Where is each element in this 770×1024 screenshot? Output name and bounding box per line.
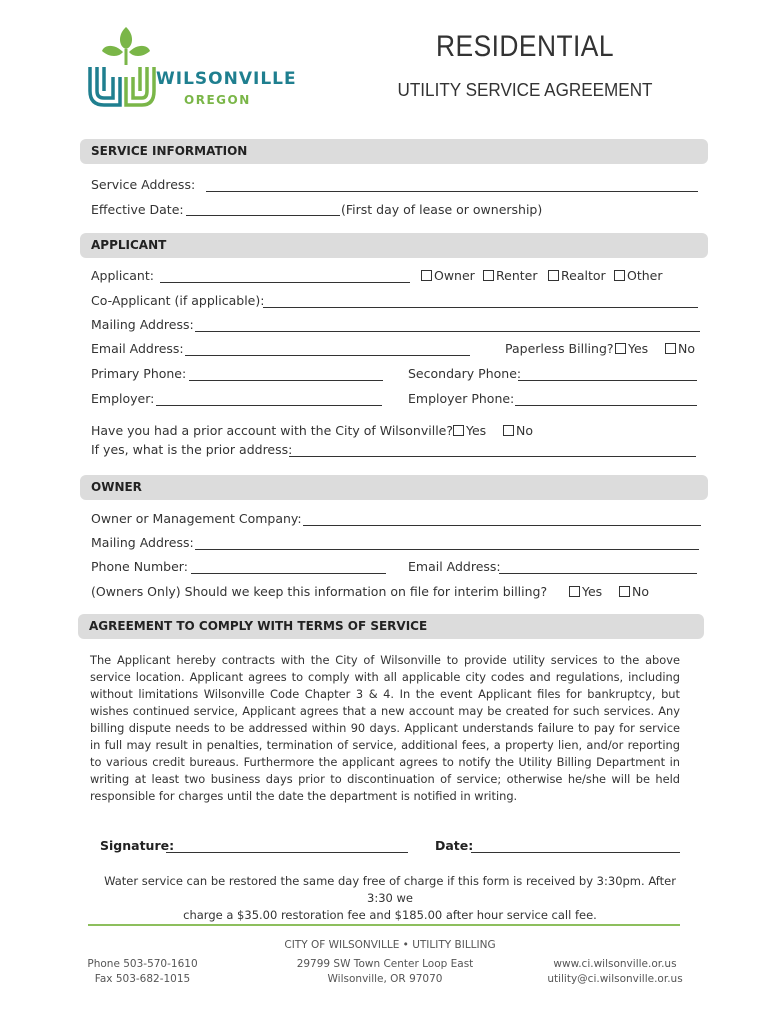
section-bar-agreement xyxy=(78,614,704,639)
city-logo xyxy=(86,25,296,115)
employer-field[interactable] xyxy=(156,405,382,406)
note-line: Water service can be restored the same day free of charge if this form is received by 3:30pm. After 3:30 we xyxy=(104,874,676,905)
logo-wordmark: WILSONVILLE xyxy=(156,69,297,89)
signature-field[interactable] xyxy=(166,852,408,853)
section-heading: SERVICE INFORMATION xyxy=(91,144,248,158)
primary-phone-label: Primary Phone: xyxy=(91,366,187,381)
checkbox-label: No xyxy=(678,341,695,356)
date-label: Date: xyxy=(435,838,474,853)
other-checkbox[interactable] xyxy=(614,268,663,283)
interim-billing-question: (Owners Only) Should we keep this information on file for interim billing? xyxy=(91,584,548,599)
renter-checkbox[interactable] xyxy=(483,268,537,283)
footer-email-link[interactable]: utility@ci.wilsonville.or.us xyxy=(547,973,683,985)
paperless-no-checkbox[interactable] xyxy=(665,341,695,356)
checkbox-label: Yes xyxy=(466,423,487,438)
checkbox-label: Other xyxy=(627,268,663,283)
paperless-billing-label: Paperless Billing? xyxy=(505,341,614,356)
page-title: RESIDENTIAL xyxy=(436,30,614,63)
checkbox-label: No xyxy=(632,584,649,599)
section-heading: OWNER xyxy=(91,480,142,494)
owner-mailing-field[interactable] xyxy=(195,549,699,550)
employer-phone-field[interactable] xyxy=(515,405,697,406)
effective-date-label: Effective Date: xyxy=(91,202,184,217)
owner-company-field[interactable] xyxy=(303,525,701,526)
secondary-phone-label: Secondary Phone: xyxy=(408,366,522,381)
footer-fax: Fax 503-682-1015 xyxy=(94,973,191,985)
prior-address-label: If yes, what is the prior address: xyxy=(91,442,293,457)
checkbox-icon xyxy=(615,343,626,354)
section-bar-owner xyxy=(80,475,708,500)
owner-email-field[interactable] xyxy=(499,573,697,574)
prior-yes-checkbox[interactable] xyxy=(453,423,486,438)
owner-email-label: Email Address: xyxy=(408,559,501,574)
signature-label: Signature: xyxy=(100,838,175,853)
secondary-phone-field[interactable] xyxy=(518,380,697,381)
effective-date-note: (First day of lease or ownership) xyxy=(341,202,543,217)
section-bar-service xyxy=(80,139,708,164)
section-heading: AGREEMENT TO COMPLY WITH TERMS OF SERVICE xyxy=(89,619,428,633)
footer-divider xyxy=(88,924,680,926)
applicant-field[interactable] xyxy=(160,282,410,283)
service-address-label: Service Address: xyxy=(91,177,196,192)
checkbox-icon xyxy=(453,425,464,436)
checkbox-label: Renter xyxy=(496,268,538,283)
primary-phone-field[interactable] xyxy=(189,380,383,381)
owner-phone-label: Phone Number: xyxy=(91,559,188,574)
mailing-address-field[interactable] xyxy=(195,331,700,332)
checkbox-label: Yes xyxy=(582,584,603,599)
checkbox-label: No xyxy=(516,423,533,438)
owner-checkbox[interactable] xyxy=(421,268,475,283)
footer-org: CITY OF WILSONVILLE • UTILITY BILLING xyxy=(284,939,496,951)
logo-subtext: OREGON xyxy=(184,93,251,107)
footer-city: Wilsonville, OR 97070 xyxy=(327,973,443,985)
leaf-hands-icon xyxy=(86,25,156,115)
paperless-yes-checkbox[interactable] xyxy=(615,341,648,356)
coapplicant-label: Co-Applicant (if applicable): xyxy=(91,293,265,308)
realtor-checkbox[interactable] xyxy=(548,268,606,283)
email-label: Email Address: xyxy=(91,341,184,356)
footer-online xyxy=(530,957,700,987)
checkbox-label: Owner xyxy=(434,268,475,283)
owner-phone-field[interactable] xyxy=(191,573,386,574)
checkbox-icon xyxy=(614,270,625,281)
checkbox-icon xyxy=(619,586,630,597)
checkbox-icon xyxy=(503,425,514,436)
checkbox-label: Realtor xyxy=(561,268,606,283)
prior-address-field[interactable] xyxy=(289,456,696,457)
footer-phone: Phone 503-570-1610 xyxy=(87,958,198,970)
effective-date-field[interactable] xyxy=(186,215,340,216)
owner-company-label: Owner or Management Company: xyxy=(91,511,302,526)
coapplicant-field[interactable] xyxy=(263,307,698,308)
agreement-text: The Applicant hereby contracts with the City of Wilsonville to provide utility services to the above service location. Applicant agrees to comply with all applicable city codes and regulations, including without limitations Wilsonville Code Chapter 3 & 4. In the event Applicant files for bankruptcy, but wishes continued service, Applicant agrees that a new account may be created for such services. Any billing dispute needs to be addressed within 90 days. Applicant understands failure to pay for service in full may result in penalties, termination of service, additional fees, a property lien, and/or reporting to various credit bureaus. Furthermore the applicant agrees to notify the Utility Billing Department in writing at least two business days prior to discontinuation of service; otherwise he/she will be held responsible for charges until the date the department is notified in writing. xyxy=(90,653,680,803)
email-field[interactable] xyxy=(185,355,470,356)
page-subtitle: UTILITY SERVICE AGREEMENT xyxy=(397,80,653,100)
section-heading: APPLICANT xyxy=(91,238,167,252)
footer-website-link[interactable]: www.ci.wilsonville.or.us xyxy=(553,958,677,970)
checkbox-icon xyxy=(665,343,676,354)
footer-address xyxy=(285,957,485,987)
checkbox-icon xyxy=(483,270,494,281)
checkbox-icon xyxy=(421,270,432,281)
prior-no-checkbox[interactable] xyxy=(503,423,533,438)
prior-account-question: Have you had a prior account with the City of Wilsonville? xyxy=(91,423,453,438)
footer-street: 29799 SW Town Center Loop East xyxy=(296,958,474,970)
mailing-address-label: Mailing Address: xyxy=(91,317,194,332)
checkbox-label: Yes xyxy=(628,341,649,356)
checkbox-icon xyxy=(548,270,559,281)
employer-label: Employer: xyxy=(91,391,155,406)
restoration-note xyxy=(90,873,690,924)
owner-mailing-label: Mailing Address: xyxy=(91,535,194,550)
footer-contact xyxy=(70,957,215,987)
checkbox-icon xyxy=(569,586,580,597)
date-field[interactable] xyxy=(471,852,680,853)
section-bar-applicant xyxy=(80,233,708,258)
interim-no-checkbox[interactable] xyxy=(619,584,649,599)
note-line: charge a $35.00 restoration fee and $185.00 after hour service call fee. xyxy=(183,908,597,922)
service-address-field[interactable] xyxy=(206,191,698,192)
interim-yes-checkbox[interactable] xyxy=(569,584,602,599)
employer-phone-label: Employer Phone: xyxy=(408,391,515,406)
applicant-label: Applicant: xyxy=(91,268,154,283)
